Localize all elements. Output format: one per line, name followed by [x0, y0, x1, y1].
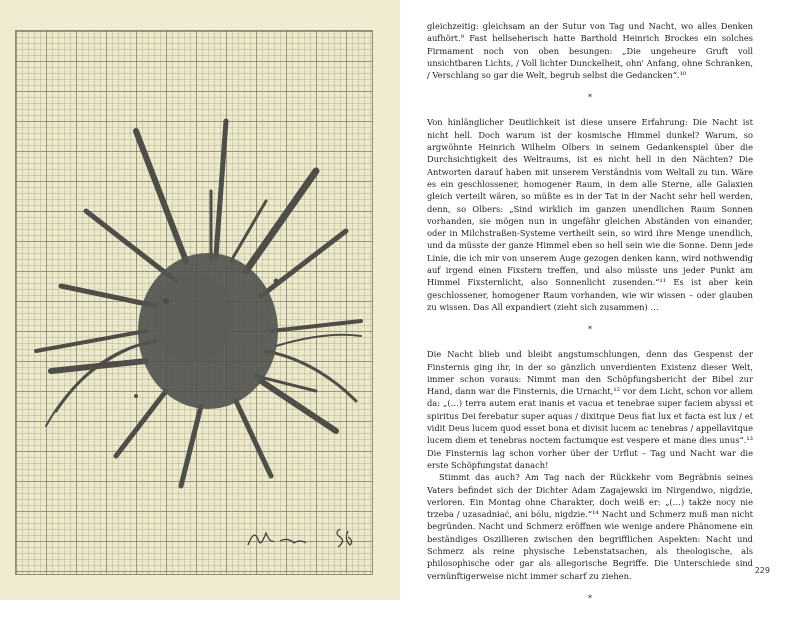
paragraph-2: Von hinlänglicher Deutlichkeit ist diese unsere Erfahrung: Die Nacht ist nicht hell. Doch warum ist der kosmische Himmel dunkel? Warum, so argwöhnte Heinrich Wilhelm Olbers in seinem Gedankenspiel über die Durchsichtigkeit des Weltraums, ist es nicht hell in den Nächten? Die Antworten darauf haben mit unserem Verständnis vom Weltall zu tun. Wäre es ein geschlossener, homogener Raum, in dem alle Sterne, alle Galaxien gleich verteilt wären, so müßte es in der Tat in der Nacht sehr hell werden, denn, so Olbers: „Sind wirklich im ganzen unendlichen Raum Sonnen vorhanden, sie mögen nun in ungefähr gleichen Abständen von einander, oder in Milchstraßen-Systeme vertheilt sein, so wird ihre Menge unendlich, und da müsste der ganze Himmel eben so hell sein wie die Sonne. Denn jede Linie, die ich mir von unserem Auge gezogen denken kann, wird nothwendig auf irgend einen Fixstern treffen, und also müsste uns jeder Punkt am Himmel Fixsternlicht, also Sonnenlicht zusenden.“¹¹ Es ist aber kein geschlossener, homogener Raum vorhanden, wie wir wissen – oder glauben zu wissen. Das All expandiert (zieht sich zusammen) … — [427, 117, 753, 312]
ink-sun-drawing — [16, 31, 372, 574]
right-page — [400, 0, 800, 603]
section-separator: * — [588, 593, 592, 603]
artist-signature — [244, 519, 362, 555]
paragraph-1: gleichzeitig: gleichsam an der Sutur von Tag und Nacht, wo alles Denken aufhört.⁹ Fast hellseherisch hatte Barthold Heinrich Brockes ein solches Firmament noch von oben besungen: „Die ungeheure Gruft voll unsichtbaren Lichts, / Voll lichter Dunckelheit, ohn' Anfang, ohne Schranken, / Verschlang so gar die Welt, begrub selbst die Gedancken“.¹⁰ — [427, 21, 753, 81]
graph-paper-artwork — [15, 30, 373, 575]
paragraph-4: Stimmt das auch? Am Tag nach der Rückkehr vom Begräbnis seines Vaters befindet sich der Dichter Adam Zagajewski im Nirgendwo, nigdzie, verloren. Ein Montag ohne Charakter, doch weiß er: „(…) także nocy nie trzeba / uzasadniać, ani bólu, nigdzie.“¹⁴ Nacht und Schmerz muß man nicht begründen. Nacht und Schmerz eröffnen wie wenige andere Phänomene ein beständiges Oszillieren zwischen den begrifflichen Aspekten: Nacht und Schmerz als reine physische Lebenstatsachen, als theologische, als philosophische oder gar als allegorische Begriffe. Die Unterschiede sind vernünftigerweise nicht immer scharf zu ziehen. — [427, 472, 753, 581]
left-page — [0, 0, 400, 600]
text-column — [427, 20, 753, 617]
section-separator: * — [588, 93, 592, 103]
paragraph-3: Die Nacht blieb und bleibt angstumschlungen, denn das Gespenst der Finsternis ging ihr, in der so gänzlich unverdienten Existenz dieser Welt, immer schon voraus: Nimmt man den Schöpfungsbericht der Bibel zur Hand, dann war die Finsternis, die Urnacht,¹² vor dem Licht, schon vor allem da: „(…) terra autem erat inanis et vacua et tenebrae super faciem abyssi et spiritus Dei ferebatur super aquas / dixitque Deus fiat lux et facta est lux / et vidit Deus lucem quod esset bona et divisit lucem ac tenebras / appellavitque lucem diem et tenebras noctem factumque est vespere et mane dies unus“.¹³ Die Finsternis lag schon vorher über der Urflut – Tag und Nacht war die erste Schöpfungstat danach! — [427, 349, 753, 470]
section-separator: * — [588, 325, 592, 335]
page-number: 229 — [754, 566, 770, 575]
